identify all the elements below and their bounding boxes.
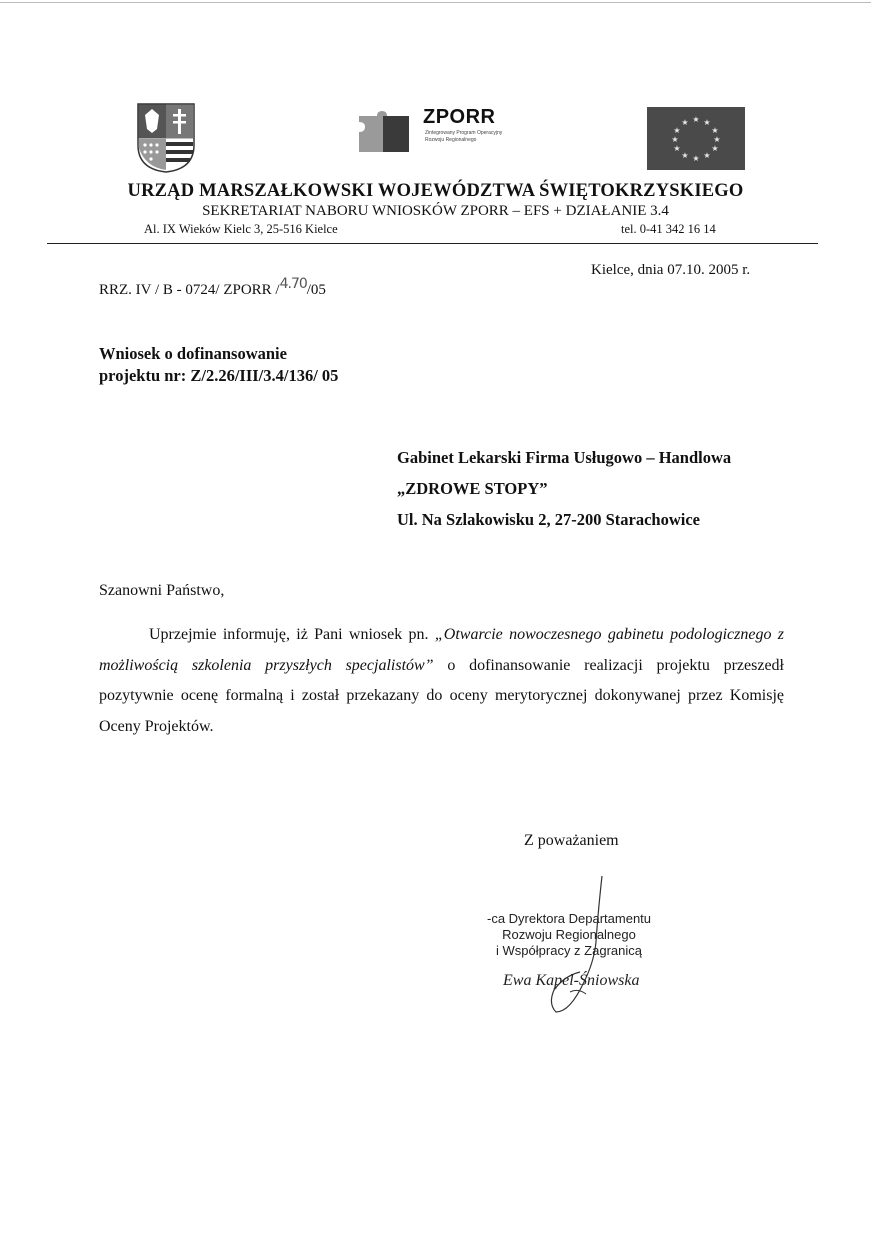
body-part-2: o dofinansowanie realizacji projektu przeszedł pozytywnie ocenę formalną i został przekazany do oceny merytorycznej dokonywanej przez Komisję Oceny Projektów.: [99, 656, 785, 735]
stamp-line-2: Rozwoju Regionalnego: [502, 927, 636, 942]
office-name: URZĄD MARSZAŁKOWSKI WOJEWÓDZTWA ŚWIĘTOKRZYSKIEGO: [127, 181, 744, 201]
stamp-line-3: i Współpracy z Zagranicą: [496, 943, 642, 958]
svg-text:★: ★: [692, 154, 700, 163]
subject-line-1: Wniosek o dofinansowanie: [99, 344, 287, 363]
subject-line-2: projektu nr: Z/2.26/III/3.4/136/ 05: [99, 366, 339, 385]
svg-text:★: ★: [703, 151, 711, 160]
zporr-logo: [355, 108, 515, 160]
reference-handwritten: 4.70: [279, 276, 307, 292]
stamp-line-1: -ca Dyrektora Departamentu: [487, 911, 652, 926]
salutation: Szanowni Państwo,: [99, 582, 225, 599]
office-phone: tel. 0-41 342 16 14: [621, 222, 716, 236]
coat-of-arms-logo: [137, 103, 195, 173]
puzzle-icon: [355, 110, 413, 158]
signer-name: Ewa Kapel-Śniowska: [503, 972, 640, 989]
project-title: „Otwarcie nowoczesnego gabinetu podologicznego z możliwością szkolenia przyszłych specjalistów”: [99, 626, 785, 674]
page-top-edge: [0, 2, 871, 3]
closing-phrase: Z poważaniem: [524, 832, 619, 849]
reference-suffix: /05: [306, 282, 326, 298]
svg-text:★: ★: [711, 126, 719, 135]
svg-text:★: ★: [692, 115, 700, 124]
letter-body: [99, 620, 784, 742]
office-address: Al. IX Wieków Kielc 3, 25-516 Kielce: [144, 222, 338, 236]
svg-text:★: ★: [681, 118, 689, 127]
secretariat-name: SEKRETARIAT NABORU WNIOSKÓW ZPORR – EFS + DZIAŁANIE 3.4: [202, 203, 669, 219]
svg-text:★: ★: [681, 151, 689, 160]
svg-text:★: ★: [711, 144, 719, 153]
svg-text:★: ★: [673, 126, 681, 135]
eu-stars-icon: [647, 107, 745, 170]
svg-text:★: ★: [673, 144, 681, 153]
header-divider: [47, 243, 818, 244]
body-part-1: Uprzejmie informuję, iż Pani wniosek pn.: [149, 626, 435, 643]
reference-prefix: RRZ. IV / B - 0724/ ZPORR /: [99, 282, 280, 298]
eu-flag-logo: [647, 107, 745, 170]
zporr-subtitle: Zintegrowany Program Operacyjny Rozwoju Regionalnego: [425, 130, 503, 143]
recipient-line-3: Ul. Na Szlakowisku 2, 27-200 Starachowice: [397, 510, 700, 529]
zporr-title: ZPORR: [423, 106, 496, 128]
svg-text:★: ★: [713, 135, 721, 144]
recipient-line-2: „ZDROWE STOPY”: [397, 479, 548, 498]
recipient-line-1: Gabinet Lekarski Firma Usługowo – Handlowa: [397, 448, 732, 467]
reference-number: [99, 276, 326, 299]
svg-text:★: ★: [703, 118, 711, 127]
official-stamp: [487, 911, 651, 959]
letter-date: Kielce, dnia 07.10. 2005 r.: [591, 262, 751, 278]
svg-text:★: ★: [671, 135, 679, 144]
